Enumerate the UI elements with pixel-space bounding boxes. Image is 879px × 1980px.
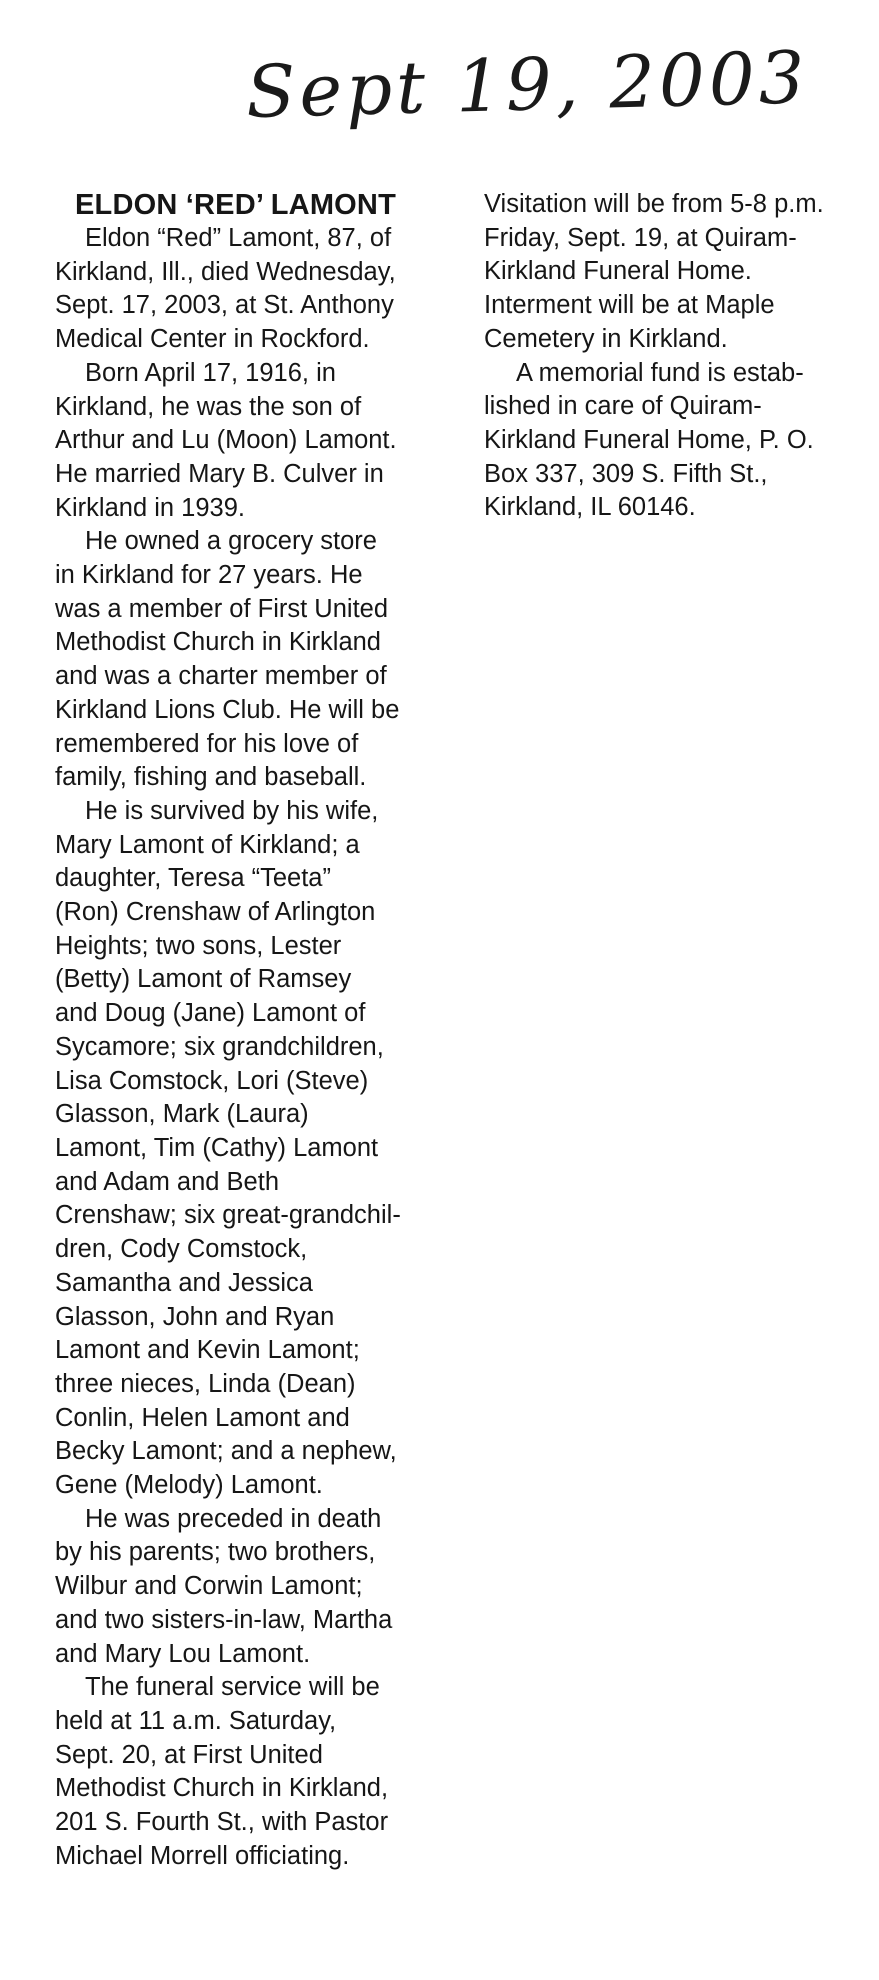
text-line: lished in care of Quiram- (484, 392, 762, 421)
text-line: dren, Cody Comstock, (55, 1235, 308, 1264)
text-line: Eldon “Red” Lamont, 87, of (85, 224, 392, 252)
text-line: was a member of First United (55, 594, 389, 623)
text-line: Kirkland Funeral Home. (484, 257, 752, 286)
text-line: Kirkland in 1939. (55, 493, 245, 522)
text-line: Friday, Sept. 19, at Quiram- (484, 223, 797, 252)
text-line: He married Mary B. Culver in (55, 459, 384, 488)
text-line: and Adam and Beth (55, 1167, 280, 1196)
text-line: Cemetery in Kirkland. (484, 324, 728, 353)
text-line: Samantha and Jessica (55, 1268, 313, 1297)
text-line: He was preceded in death (85, 1504, 382, 1533)
text-line: Kirkland, Ill., died Wednesday, (55, 257, 396, 286)
text-line: Medical Center in Rockford. (55, 325, 370, 354)
text-line: and Mary Lou Lamont. (55, 1639, 311, 1668)
text-line: Methodist Church in Kirkland, (55, 1774, 389, 1803)
text-line: Visitation will be from 5-8 p.m. (484, 190, 824, 218)
right-column-text (484, 188, 854, 525)
text-line: The funeral service will be (85, 1673, 380, 1702)
text-line: Kirkland Funeral Home, P. O. (484, 425, 814, 454)
text-line: Wilbur and Corwin Lamont; (55, 1572, 363, 1601)
text-line: Becky Lamont; and a nephew, (55, 1437, 397, 1466)
text-line: A memorial fund is estab- (516, 358, 804, 387)
text-line: Kirkland Lions Club. He will be (55, 695, 400, 724)
text-line: Crenshaw; six great-grandchil- (55, 1201, 401, 1230)
left-column-text (55, 222, 440, 1873)
text-line: Lisa Comstock, Lori (Steve) (55, 1066, 369, 1095)
text-line: Mary Lamont of Kirkland; a (55, 830, 360, 859)
text-line: in Kirkland for 27 years. He (55, 561, 363, 590)
text-line: Glasson, Mark (Laura) (55, 1100, 309, 1129)
text-line: Conlin, Helen Lamont and (55, 1403, 350, 1432)
text-line: Methodist Church in Kirkland (55, 628, 381, 657)
text-line: Lamont and Kevin Lamont; (55, 1336, 360, 1365)
text-line: He is survived by his wife, (85, 796, 379, 825)
text-line: held at 11 a.m. Saturday, (55, 1706, 337, 1735)
text-line: Interment will be at Maple (484, 291, 775, 320)
text-line: Glasson, John and Ryan (55, 1302, 335, 1331)
obituary-headline: ELDON ‘RED’ LAMONT (75, 189, 396, 221)
text-line: Sept. 17, 2003, at St. Anthony (55, 291, 394, 320)
text-line: Heights; two sons, Lester (55, 931, 342, 960)
text-line: 201 S. Fourth St., with Pastor (55, 1808, 389, 1837)
text-line: He owned a grocery store (85, 527, 377, 556)
text-line: (Betty) Lamont of Ramsey (55, 965, 352, 994)
handwritten-date: Sept 19, 2003 (245, 35, 810, 134)
text-line: (Ron) Crenshaw of Arlington (55, 898, 376, 927)
text-line: daughter, Teresa “Teeta” (55, 864, 331, 893)
text-line: and was a charter member of (55, 662, 387, 691)
text-line: Arthur and Lu (Moon) Lamont. (55, 426, 397, 455)
text-line: and two sisters-in-law, Martha (55, 1605, 393, 1634)
obituary-left-column (55, 188, 440, 1873)
text-line: Sycamore; six grandchildren, (55, 1032, 384, 1061)
text-line: three nieces, Linda (Dean) (55, 1369, 356, 1398)
text-line: Born April 17, 1916, in (85, 358, 336, 387)
text-line: Lamont, Tim (Cathy) Lamont (55, 1133, 379, 1162)
text-line: Kirkland, IL 60146. (484, 493, 696, 522)
text-line: Michael Morrell officiating. (55, 1841, 350, 1870)
text-line: remembered for his love of (55, 729, 359, 758)
text-line: Sept. 20, at First United (55, 1740, 323, 1769)
text-line: Box 337, 309 S. Fifth St., (484, 459, 768, 488)
obituary-right-column (484, 188, 854, 525)
text-line: by his parents; two brothers, (55, 1538, 376, 1567)
text-line: family, fishing and baseball. (55, 763, 367, 792)
text-line: and Doug (Jane) Lamont of (55, 999, 366, 1028)
text-line: Kirkland, he was the son of (55, 392, 362, 421)
text-line: Gene (Melody) Lamont. (55, 1471, 323, 1500)
